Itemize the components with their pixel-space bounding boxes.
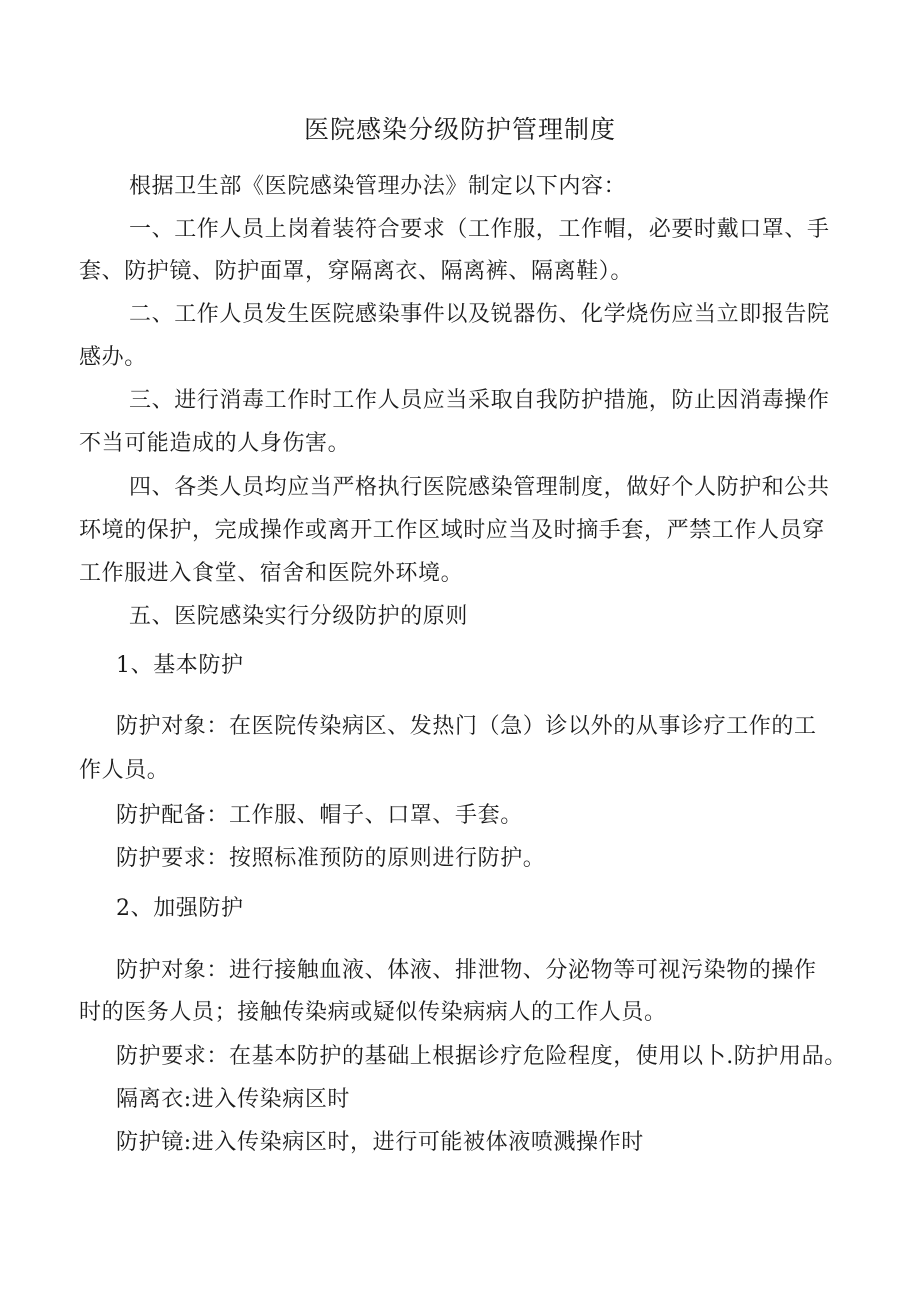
item4-line3: 工作服进入食堂、宿舍和医院外环境。 — [79, 561, 464, 586]
item4-line1: 四、各类人员均应当严格执行医院感染管理制度，做好个人防护和公共 — [129, 475, 830, 500]
item2-line1: 二、工作人员发生医院感染事件以及锐器伤、化学烧伤应当立即报告院 — [129, 302, 830, 327]
intro-line: 根据卫生部《医院感染管理办法》制定以下内容： — [129, 174, 627, 199]
level2-requirement: 防护要求：在基本防护的基础上根据诊疗危险程度，使用以卜.防护用品。 — [116, 1044, 847, 1069]
document-title: 医院感染分级防护管理制度 — [303, 115, 616, 144]
item1-line1: 一、工作人员上岗着装符合要求（工作服，工作帽，必要时戴口罩、手 — [129, 217, 830, 242]
level2-heading: 2、加强防护 — [116, 896, 244, 921]
level1-requirement: 防护要求：按照标准预防的原则进行防护。 — [116, 846, 546, 871]
item5-heading: 五、医院感染实行分级防护的原则 — [129, 604, 469, 629]
item3-line1: 三、进行消毒工作时工作人员应当采取自我防护措施，防止因消毒操作 — [129, 388, 830, 413]
level1-target-line1: 防护对象：在医院传染病区、发热门（急）诊以外的从事诊疗工作的工 — [116, 714, 817, 739]
level2-target-line1: 防护对象：进行接触血液、体液、排泄物、分泌物等可视污染物的操作 — [116, 958, 817, 983]
level1-heading: 1、基本防护 — [116, 653, 244, 678]
level2-target-line2: 时的医务人员；接触传染病或疑似传染病病人的工作人员。 — [79, 1000, 667, 1025]
level1-target-line2: 作人员。 — [79, 758, 170, 783]
item4-line2: 环境的保护，完成操作或离开工作区域时应当及时摘手套，严禁工作人员穿 — [79, 518, 825, 543]
item3-line2: 不当可能造成的人身伤害。 — [79, 431, 351, 456]
level2-gown: 隔离衣:进入传染病区时 — [116, 1087, 351, 1112]
level2-goggles: 防护镜:进入传染病区时，进行可能被体液喷溅操作时 — [116, 1130, 644, 1155]
level1-equipment: 防护配备：工作服、帽子、口罩、手套。 — [116, 803, 523, 828]
item1-line2: 套、防护镜、防护面罩，穿隔离衣、隔离裤、隔离鞋）。 — [79, 259, 634, 284]
item2-line2: 感办。 — [79, 345, 147, 370]
